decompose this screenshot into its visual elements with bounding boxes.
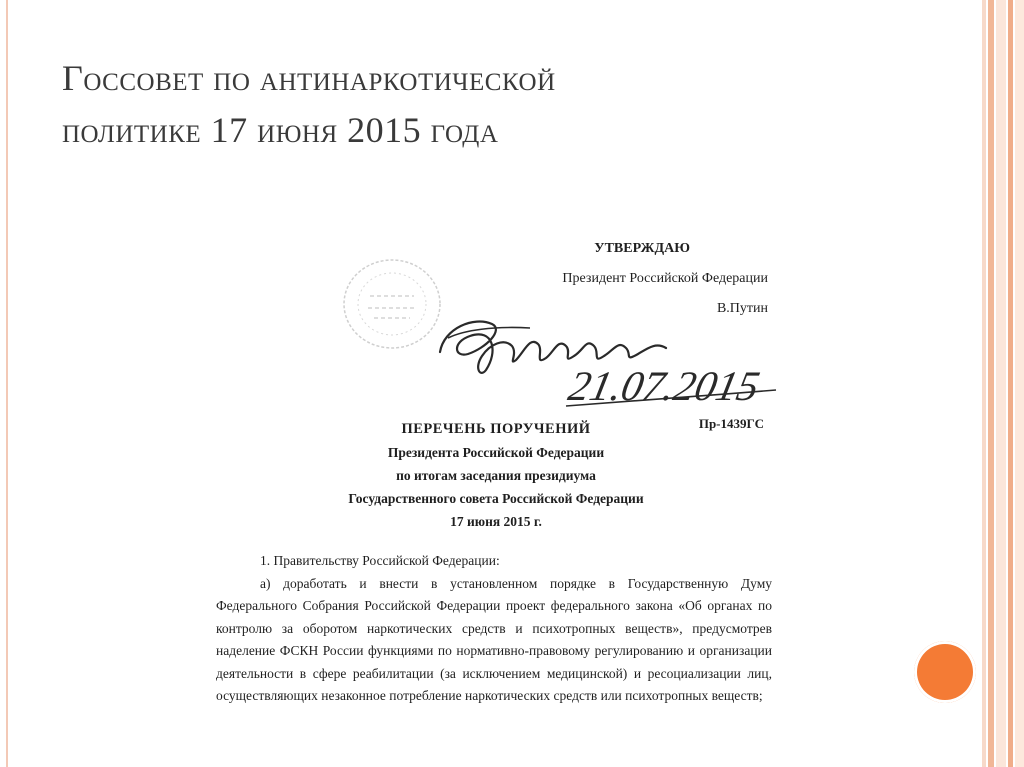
header-line-2: Президента Российской Федерации xyxy=(387,445,605,460)
approve-label: УТВЕРЖДАЮ xyxy=(594,241,690,256)
slide-title-line1: Госсовет по антинаркотической xyxy=(62,58,556,98)
approve-name: В.Путин xyxy=(716,301,768,316)
decorative-orange-circle xyxy=(914,641,976,703)
document-body xyxy=(216,550,772,708)
paragraph-1: 1. Правительству Российской Федерации: xyxy=(260,553,500,568)
header-line-1: ПЕРЕЧЕНЬ ПОРУЧЕНИЙ xyxy=(401,421,591,437)
document-number: Пр-1439ГС xyxy=(698,416,764,431)
slide-title-line2: политике 17 июня 2015 года xyxy=(62,110,499,150)
document-header xyxy=(212,418,780,533)
paragraph-2: а) доработать и внести в установленном порядке в Государственную Думу Федерального Собрания Российской Федерации проект федерального закона «Об органах по контролю за оборотом наркотических средств и психотропных веществ», предусмотрев наделение ФСКН России функциями по нормативно-правовому регулированию и организации деятельности в сфере реабилитации (за исключением медицинской) и ресоциализации лиц, осуществляющих незаконное потребление наркотических средств или психотропных веществ; xyxy=(216,575,772,703)
frame-left-border xyxy=(6,0,8,767)
approve-position: Президент Российской Федерации xyxy=(562,271,768,286)
document-scan xyxy=(212,228,780,767)
header-line-5: 17 июня 2015 г. xyxy=(450,514,542,529)
header-line-3: по итогам заседания президиума xyxy=(396,468,596,483)
header-line-4: Государственного совета Российской Федерации xyxy=(348,491,644,506)
slide-title xyxy=(62,52,922,156)
decorative-stripes xyxy=(982,0,1024,767)
handwritten-date xyxy=(562,356,782,421)
handwritten-date-drawing xyxy=(562,356,782,416)
handwritten-date-text: 21.07.2015 xyxy=(564,363,764,410)
faded-seal-stamp xyxy=(340,256,444,352)
